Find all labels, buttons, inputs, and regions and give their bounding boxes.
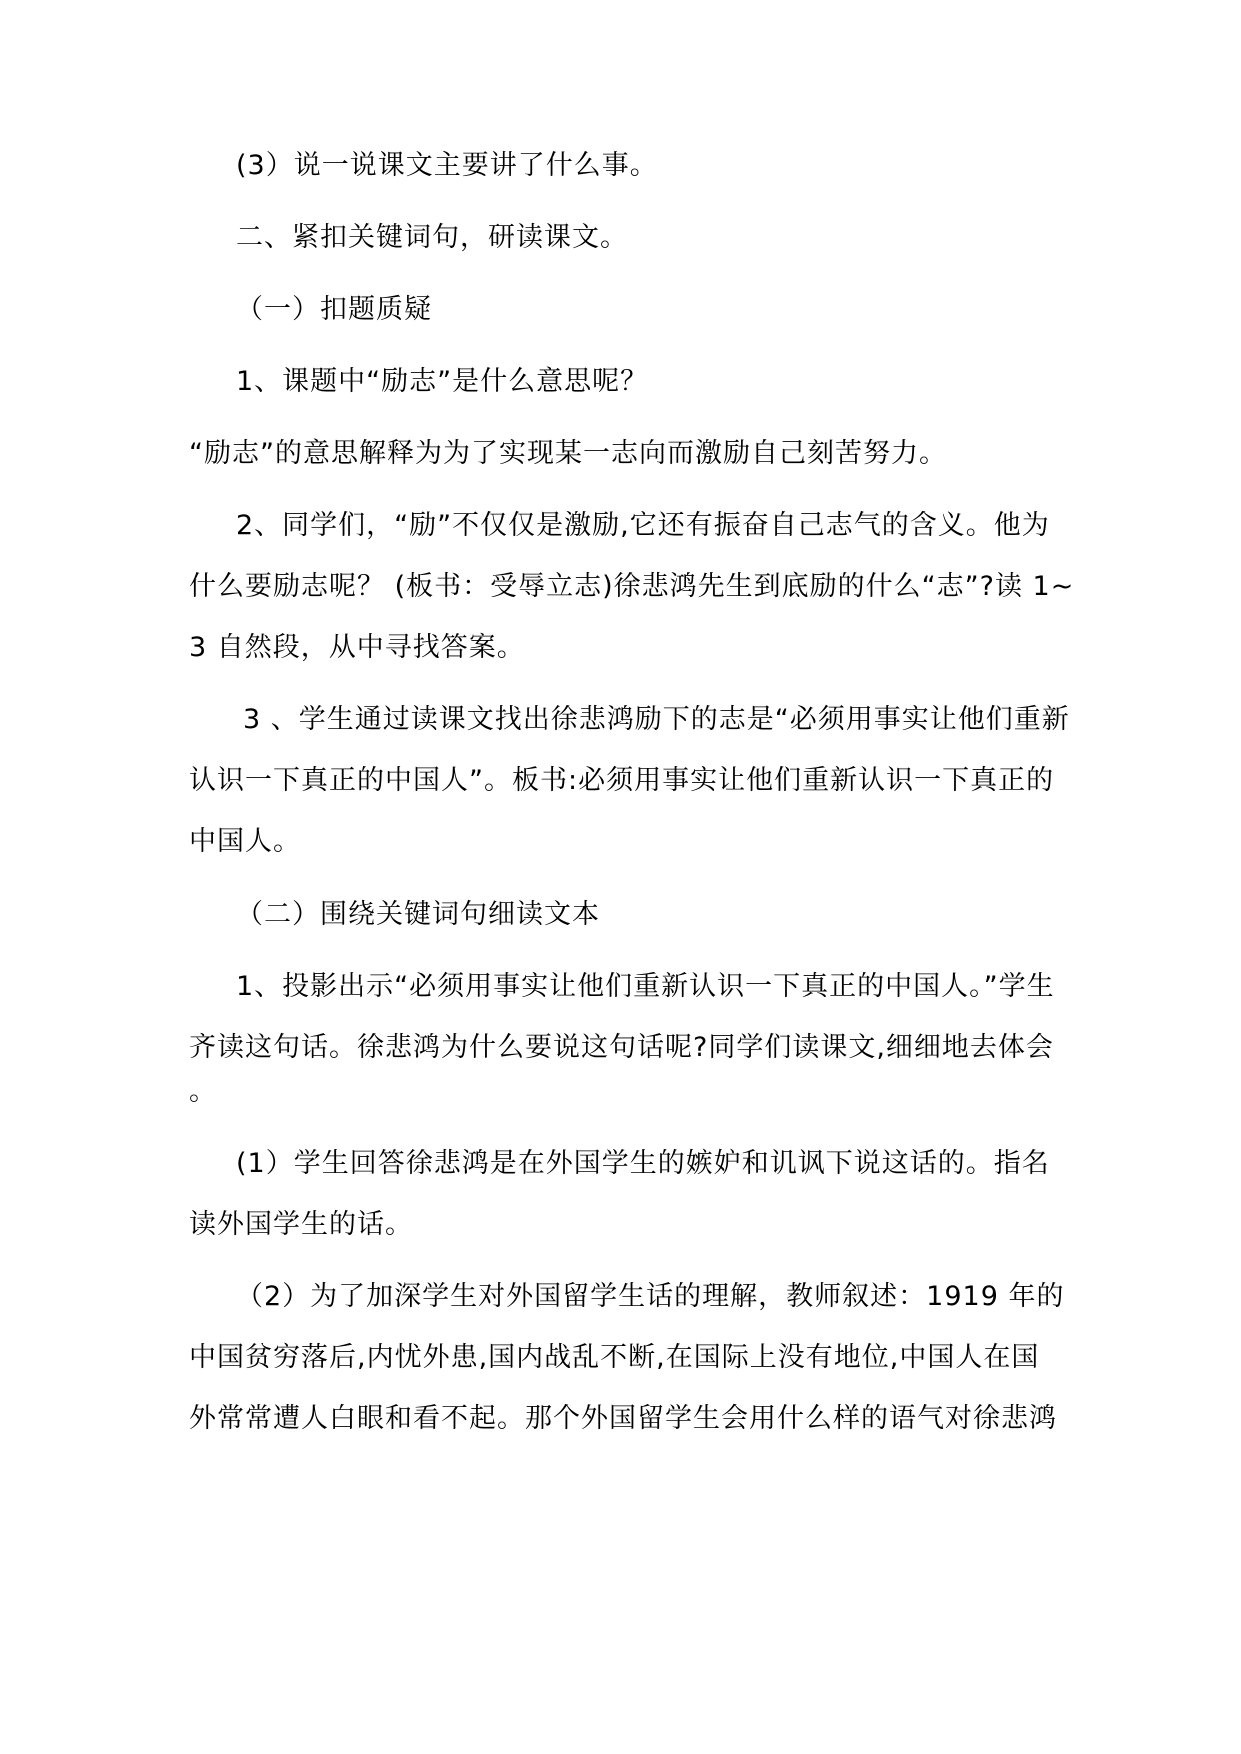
section-heading-2: 二、紧扣关键词句，研读课文。: [236, 222, 628, 253]
text-line-para3-1: 3 、学生通过读课文找出徐悲鸿励下的志是“必须用事实让他们重新: [243, 704, 1070, 735]
text-line-para5-2: 读外国学生的话。: [189, 1209, 413, 1240]
subsection-heading-2: （二）围绕关键词句细读文本: [236, 899, 600, 930]
text-line-para4-1: 1、投影出示“必须用事实让他们重新认识一下真正的中国人。”学生: [236, 971, 1055, 1002]
subsection-heading-1: （一）扣题质疑: [236, 294, 432, 325]
text-line-para3-3: 中国人。: [189, 826, 301, 857]
text-line-para2-1: 2、同学们，“励”不仅仅是激励,它还有振奋自己志气的含义。他为: [236, 510, 1050, 541]
text-line-1: (3）说一说课文主要讲了什么事。: [236, 150, 658, 181]
text-line-para2-3: 3 自然段，从中寻找答案。: [189, 632, 525, 663]
text-line-para4-3: 。: [189, 1076, 217, 1107]
text-line-para6-2: 中国贫穷落后,内忧外患,国内战乱不断,在国际上没有地位,中国人在国: [189, 1342, 1040, 1373]
text-line-answer-1: “励志”的意思解释为为了实现某一志向而激励自己刻苦努力。: [189, 438, 947, 469]
text-line-para2-2: 什么要励志呢？ (板书：受辱立志)徐悲鸿先生到底励的什么“志”?读 1~: [189, 571, 1075, 602]
text-line-para4-2: 齐读这句话。徐悲鸿为什么要说这句话呢?同学们读课文,细细地去体会: [189, 1032, 1054, 1063]
text-line-para5-1: (1）学生回答徐悲鸿是在外国学生的嫉妒和讥讽下说这话的。指名: [236, 1148, 1050, 1179]
text-line-question-1: 1、课题中“励志”是什么意思呢？: [236, 366, 649, 397]
text-line-para3-2: 认识一下真正的中国人”。板书:必须用事实让他们重新认识一下真正的: [189, 765, 1055, 796]
text-line-para6-3: 外常常遭人白眼和看不起。那个外国留学生会用什么样的语气对徐悲鸿: [189, 1403, 1057, 1434]
text-line-para6-1: （2）为了加深学生对外国留学生话的理解，教师叙述：1919 年的: [236, 1281, 1065, 1312]
